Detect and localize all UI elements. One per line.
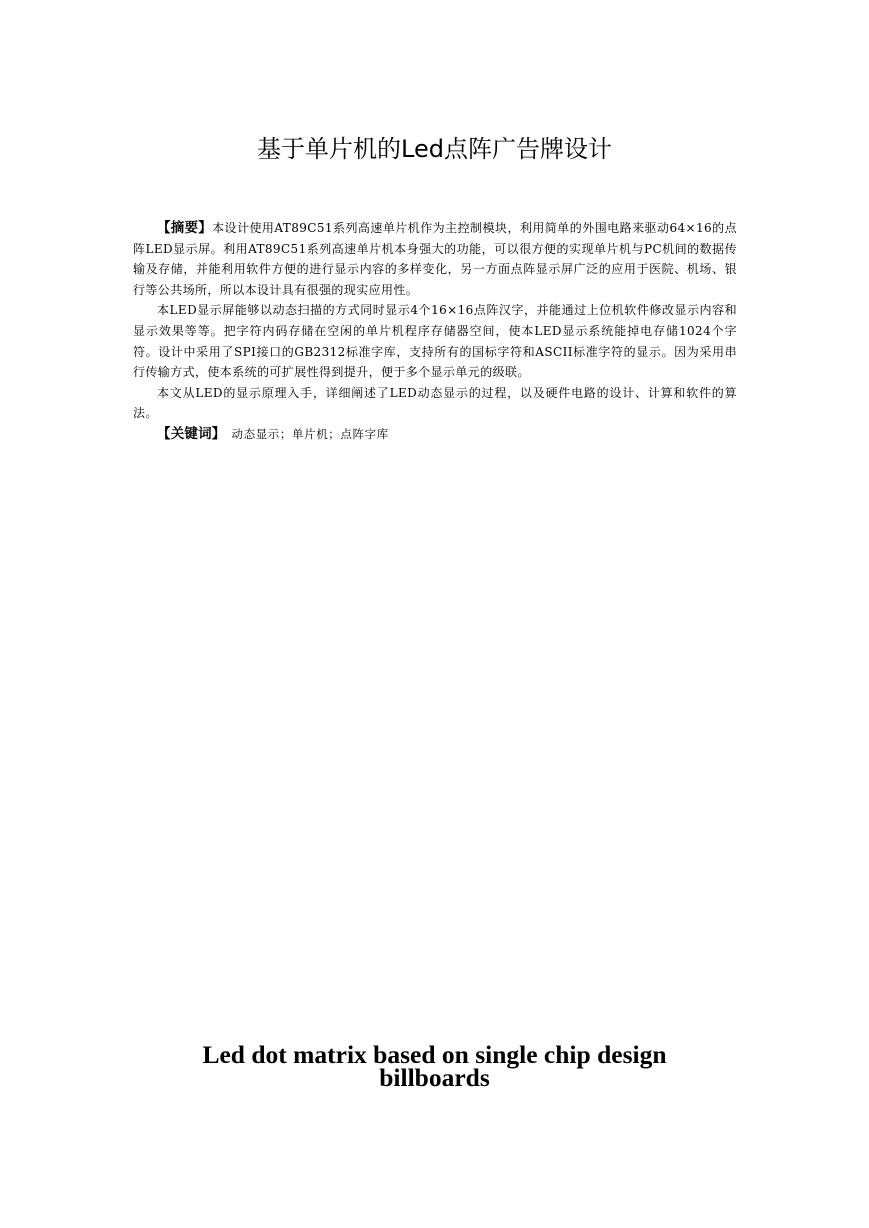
keywords-line — [133, 424, 737, 445]
chinese-title: 基于单片机的Led点阵广告牌设计 — [257, 135, 612, 163]
abstract-section — [133, 218, 737, 445]
english-title-line-2: billboards — [379, 1063, 490, 1092]
english-title — [0, 1040, 869, 1092]
abstract-paragraph-2: 本LED显示屏能够以动态扫描的方式同时显示4个16×16点阵汉字，并能通过上位机软件修改显示内容和显示效果等等。把字符内码存储在空闲的单片机程序存储器空间，使本LED显示系统能掉电存储1024个字符。设计中采用了SPI接口的GB2312标准字库，支持所有的国标字符和ASCII标准字符的显示。因为采用串行传输方式，使本系统的可扩展性得到提升，便于多个显示单元的级联。 — [133, 303, 737, 380]
english-title-line-1: Led dot matrix based on single chip design — [202, 1040, 667, 1069]
abstract-paragraph-1 — [133, 218, 737, 300]
abstract-label: 【摘要】 — [157, 220, 213, 236]
abstract-paragraph-3: 本文从LED的显示原理入手，详细阐述了LED动态显示的过程，以及硬件电路的设计、计算和软件的算法。 — [133, 385, 737, 421]
keywords-label: 【关键词】 — [157, 425, 226, 442]
keywords-text: 动态显示；单片机；点阵字库 — [231, 426, 389, 441]
abstract-text-1: 本设计使用AT89C51系列高速单片机作为主控制模块，利用简单的外围电路来驱动64×16的点阵LED显示屏。利用AT89C51系列高速单片机本身强大的功能，可以很方便的实现单片机与PC机间的数据传输及存储，并能利用软件方便的进行显示内容的多样变化，另一方面点阵显示屏广泛的应用于医院、机场、银行等公共场所，所以本设计具有很强的现实应用性。 — [133, 221, 737, 297]
